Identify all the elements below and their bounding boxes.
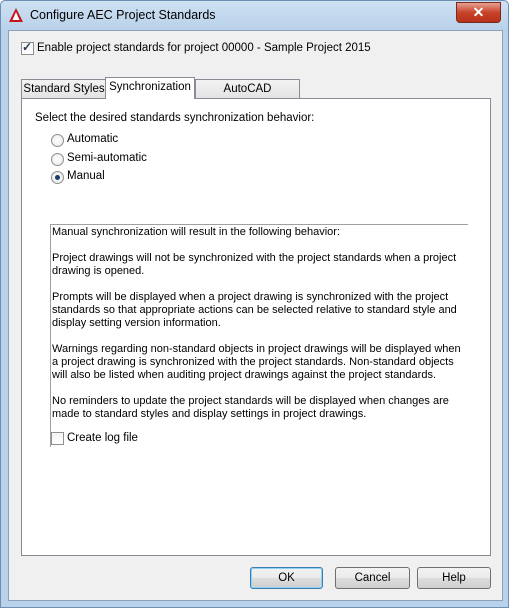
description-paragraph: No reminders to update the project standards will be displayed when changes are made to standard styles and display settings in project drawings. <box>52 395 449 420</box>
synchronization-panel <box>21 98 491 556</box>
radio-manual-label[interactable]: Manual <box>67 170 105 182</box>
enable-standards-checkbox[interactable] <box>21 42 34 55</box>
description-paragraph: Prompts will be displayed when a project drawing is synchronized with the project standards so that appropriate actions can be selected relative to standard style and display setting version information. <box>52 291 457 329</box>
radio-automatic-label[interactable]: Automatic <box>67 133 119 145</box>
tab-autocad-standards[interactable]: AutoCAD <box>195 79 300 98</box>
behavior-description <box>50 224 468 447</box>
close-button[interactable]: ✕ <box>456 2 501 23</box>
enable-standards-label[interactable]: Enable project standards for project 00000 - Sample Project 2015 <box>37 42 371 54</box>
autocad-app-icon <box>8 7 24 23</box>
dialog-body <box>8 30 503 601</box>
title-bar[interactable] <box>1 1 508 30</box>
radio-semi-automatic[interactable] <box>51 153 64 166</box>
sync-prompt: Select the desired standards synchronization behavior: <box>35 112 315 124</box>
description-paragraph: Warnings regarding non-standard objects in project drawings will be displayed when a project drawing is synchronized with the project standards. Non-standard objects will also be listed when auditing project drawings against the project standards. <box>52 343 461 381</box>
tab-standard-styles[interactable]: Standard Styles <box>21 79 107 98</box>
tab-synchronization[interactable]: Synchronization <box>105 77 195 99</box>
ok-button[interactable]: OK <box>250 567 323 589</box>
radio-automatic[interactable] <box>51 134 64 147</box>
description-intro: Manual synchronization will result in the following behavior: <box>52 226 340 238</box>
help-button[interactable]: Help <box>417 567 491 589</box>
description-paragraph: Project drawings will not be synchronized with the project standards when a project drawing is opened. <box>52 252 457 277</box>
create-log-file-checkbox[interactable] <box>51 432 64 445</box>
radio-semi-automatic-label[interactable]: Semi-automatic <box>67 152 147 164</box>
create-log-file-label[interactable]: Create log file <box>67 432 138 444</box>
cancel-button[interactable]: Cancel <box>335 567 410 589</box>
radio-manual[interactable] <box>51 171 64 184</box>
window-title: Configure AEC Project Standards <box>30 8 216 22</box>
